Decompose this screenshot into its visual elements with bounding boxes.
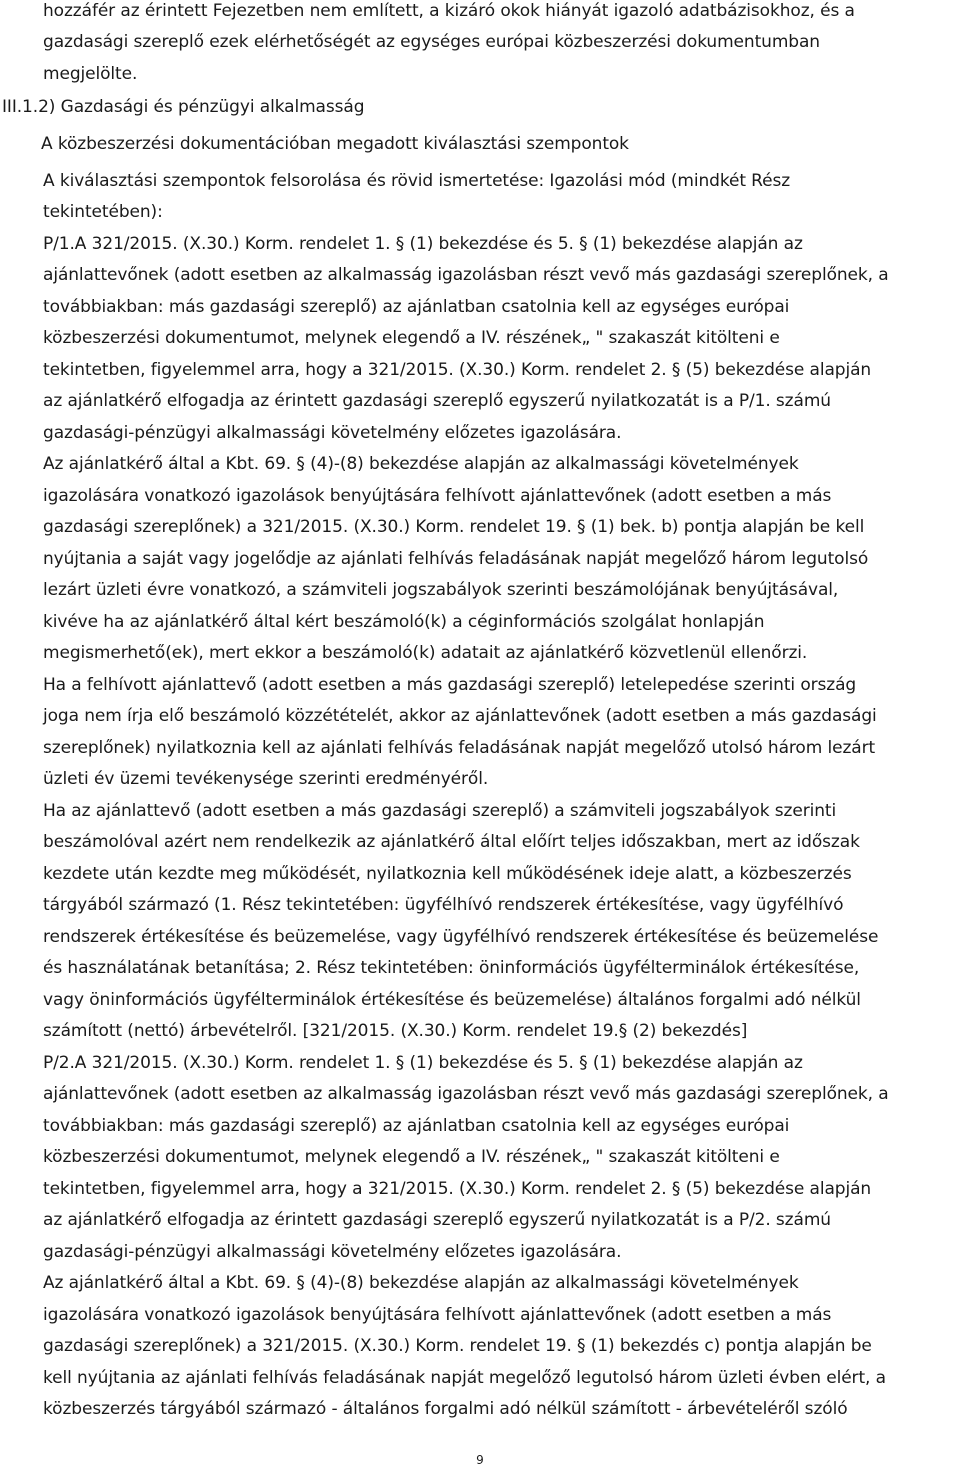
text-line: tekintetben, figyelemmel arra, hogy a 321/2015. (X.30.) Korm. rendelet 2. § (5) bekezdése alapján bbox=[43, 1179, 872, 1199]
text-line: ajánlattevőnek (adott esetben az alkalmasság igazolásban részt vevő más gazdasági szereplőnek, a bbox=[43, 265, 889, 285]
text-line: lezárt üzleti évre vonatkozó, a számviteli jogszabályok szerinti beszámolójának benyújtásával, bbox=[43, 580, 839, 600]
text-line: az ajánlatkérő elfogadja az érintett gazdasági szereplő egyszerű nyilatkozatát is a P/2. számú bbox=[43, 1210, 831, 1230]
text-line: igazolására vonatkozó igazolások benyújtására felhívott ajánlattevőnek (adott esetben a más bbox=[43, 1305, 832, 1325]
page-number: 9 bbox=[476, 1453, 484, 1467]
text-line: nyújtania a saját vagy jogelődje az ajánlati felhívás feladásának napját megelőző három legutolsó bbox=[43, 549, 869, 569]
text-line: A kiválasztási szempontok felsorolása és rövid ismertetése: Igazolási mód (mindkét Rész bbox=[43, 171, 791, 191]
text-line: megismerhető(ek), mert ekkor a beszámoló(k) adatait az ajánlatkérő közvetlenül ellenőrzi. bbox=[43, 643, 808, 663]
text-line: gazdasági-pénzügyi alkalmassági követelmény előzetes igazolására. bbox=[43, 423, 622, 443]
text-line: rendszerek értékesítése és beüzemelése, vagy ügyfélhívó rendszerek értékesítése és beüzemelése bbox=[43, 927, 879, 947]
text-line: P/2.A 321/2015. (X.30.) Korm. rendelet 1. § (1) bekezdése és 5. § (1) bekezdése alapján az bbox=[43, 1053, 803, 1073]
text-line: Az ajánlatkérő által a Kbt. 69. § (4)-(8) bekezdése alapján az alkalmassági követelmények bbox=[43, 454, 799, 474]
text-line: tekintetben, figyelemmel arra, hogy a 321/2015. (X.30.) Korm. rendelet 2. § (5) bekezdése alapján bbox=[43, 360, 872, 380]
text-line: és használatának betanítása; 2. Rész tekintetében: öninformációs ügyfélterminálok értékesítése, bbox=[43, 958, 860, 978]
text-line: számított (nettó) árbevételről. [321/2015. (X.30.) Korm. rendelet 19.§ (2) bekezdés] bbox=[43, 1021, 748, 1041]
text-line: vagy öninformációs ügyfélterminálok értékesítése és beüzemelése) általános forgalmi adó nélkül bbox=[43, 990, 861, 1010]
text-line: Az ajánlatkérő által a Kbt. 69. § (4)-(8) bekezdése alapján az alkalmassági követelmények bbox=[43, 1273, 799, 1293]
text-line: üzleti év üzemi tevékenysége szerinti eredményéről. bbox=[43, 769, 489, 789]
text-line: az ajánlatkérő elfogadja az érintett gazdasági szereplő egyszerű nyilatkozatát is a P/1. számú bbox=[43, 391, 831, 411]
text-line: továbbiakban: más gazdasági szereplő) az ajánlatban csatolnia kell az egységes európai bbox=[43, 297, 790, 317]
text-line: hozzáfér az érintett Fejezetben nem említett, a kizáró okok hiányát igazoló adatbázisokhoz, és a bbox=[43, 1, 855, 21]
section-heading: III.1.2) Gazdasági és pénzügyi alkalmasság bbox=[2, 97, 365, 117]
text-line: beszámolóval azért nem rendelkezik az ajánlatkérő által előírt teljes időszakban, mert az időszak bbox=[43, 832, 860, 852]
text-line: gazdasági szereplő ezek elérhetőségét az egységes európai közbeszerzési dokumentumban bbox=[43, 32, 820, 52]
text-line: Ha a felhívott ajánlattevő (adott esetben a más gazdasági szereplő) letelepedése szerinti ország bbox=[43, 675, 857, 695]
text-line: közbeszerzési dokumentumot, melynek elegendő a IV. részének„ " szakaszát kitölteni e bbox=[43, 328, 780, 348]
text-line: joga nem írja elő beszámoló közzétételét, akkor az ajánlattevőnek (adott esetben a más gazdasági bbox=[43, 706, 877, 726]
text-line: továbbiakban: más gazdasági szereplő) az ajánlatban csatolnia kell az egységes európai bbox=[43, 1116, 790, 1136]
text-line: tekintetében): bbox=[43, 202, 163, 222]
text-line: kell nyújtania az ajánlati felhívás feladásának napját megelőző legutolsó három üzleti évben elért, a bbox=[43, 1368, 886, 1388]
text-line: gazdasági szereplőnek) a 321/2015. (X.30.) Korm. rendelet 19. § (1) bekezdés c) pontja alapján be bbox=[43, 1336, 872, 1356]
text-line: Ha az ajánlattevő (adott esetben a más gazdasági szereplő) a számviteli jogszabályok szerinti bbox=[43, 801, 837, 821]
text-line: közbeszerzési dokumentumot, melynek elegendő a IV. részének„ " szakaszát kitölteni e bbox=[43, 1147, 780, 1167]
subsection-heading: A közbeszerzési dokumentációban megadott kiválasztási szempontok bbox=[41, 134, 629, 154]
text-line: ajánlattevőnek (adott esetben az alkalmasság igazolásban részt vevő más gazdasági szereplőnek, a bbox=[43, 1084, 889, 1104]
text-line: kivéve ha az ajánlatkérő által kért beszámoló(k) a céginformációs szolgálat honlapján bbox=[43, 612, 765, 632]
text-line: gazdasági-pénzügyi alkalmassági követelmény előzetes igazolására. bbox=[43, 1242, 622, 1262]
text-line: gazdasági szereplőnek) a 321/2015. (X.30.) Korm. rendelet 19. § (1) bek. b) pontja alapján be kell bbox=[43, 517, 865, 537]
text-line: P/1.A 321/2015. (X.30.) Korm. rendelet 1. § (1) bekezdése és 5. § (1) bekezdése alapján az bbox=[43, 234, 803, 254]
text-line: kezdete után kezdte meg működését, nyilatkoznia kell működésének ideje alatt, a közbeszerzés bbox=[43, 864, 852, 884]
text-line: megjelölte. bbox=[43, 64, 138, 84]
text-line: tárgyából származó (1. Rész tekintetében: ügyfélhívó rendszerek értékesítése, vagy ügyfélhívó bbox=[43, 895, 844, 915]
text-line: közbeszerzés tárgyából származó - általános forgalmi adó nélkül számított - árbevételéről szóló bbox=[43, 1399, 848, 1419]
text-line: igazolására vonatkozó igazolások benyújtására felhívott ajánlattevőnek (adott esetben a más bbox=[43, 486, 832, 506]
text-line: szereplőnek) nyilatkoznia kell az ajánlati felhívás feladásának napját megelőző utolsó három lezárt bbox=[43, 738, 876, 758]
